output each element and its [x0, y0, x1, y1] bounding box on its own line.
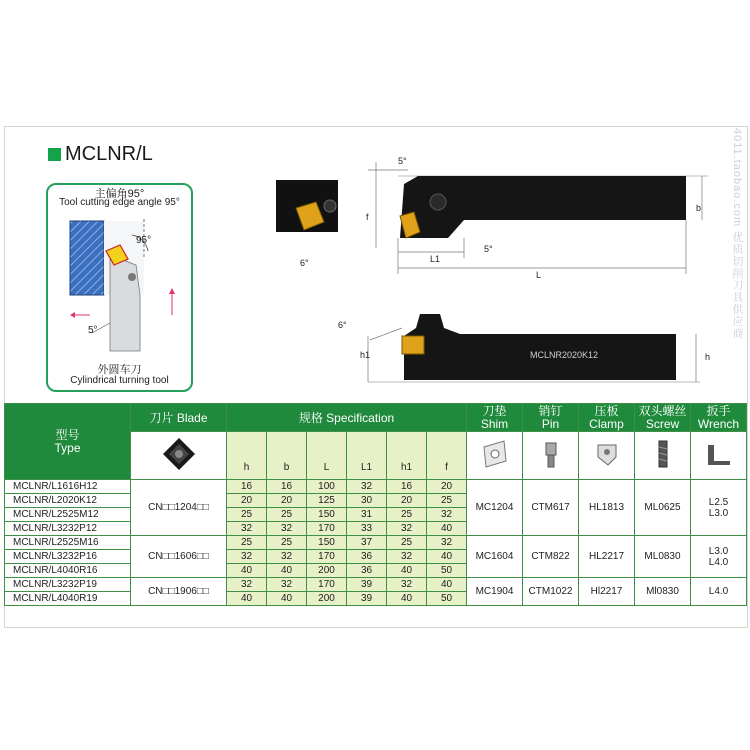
angle-bottom-en: Cylindrical turning tool — [70, 375, 169, 386]
tool-side-view-drawing — [340, 306, 710, 386]
pin-cell: CTM617 — [523, 480, 579, 536]
angle-caption-en: Tool cutting edge angle 95° — [59, 197, 180, 208]
type-cell: MCLNR/L3232P19 — [5, 578, 131, 592]
screw-cell: ML0830 — [635, 536, 691, 578]
spec-col-f: f — [427, 432, 467, 480]
spec-col-b: b — [267, 432, 307, 480]
wrench-cell — [691, 480, 747, 536]
type-cell: MCLNR/L4040R19 — [5, 592, 131, 606]
table-row — [5, 578, 747, 592]
table-row — [5, 536, 747, 550]
shim-cell: MC1604 — [467, 536, 523, 578]
blade-cell: CN□□1906□□ — [131, 578, 227, 606]
angle-bottom-cn: 外圆车刀 — [97, 364, 142, 376]
screw-header-cn: 双头螺丝 — [638, 404, 687, 418]
shank-marking: MCLNR2020K12 — [530, 350, 599, 360]
spec-header: 规格 Specification — [227, 404, 467, 432]
value-cell: 125 — [307, 494, 347, 508]
type-header — [5, 404, 131, 480]
pin-cell: CTM822 — [523, 536, 579, 578]
value-cell: 16 — [267, 480, 307, 494]
wrench-size-1: L4.0 — [708, 586, 729, 597]
table-row — [5, 480, 747, 494]
side-label-h1: h1 — [360, 350, 371, 360]
value-cell: 36 — [347, 550, 387, 564]
value-cell: 32 — [387, 550, 427, 564]
value-cell: 25 — [387, 536, 427, 550]
screw-header — [635, 404, 691, 432]
clamp-header-cn: 压板 — [594, 404, 619, 418]
screw-image-cell — [635, 432, 691, 480]
top-label-f: f — [366, 212, 369, 222]
shim-header-cn: 刀垫 — [482, 404, 507, 418]
spec-col-h1: h1 — [387, 432, 427, 480]
wrench-header-en: Wrench — [697, 417, 740, 431]
side-label-h: h — [705, 352, 711, 362]
side-dim-6: 6° — [338, 320, 347, 330]
value-cell: 170 — [307, 550, 347, 564]
wrench-header — [691, 404, 747, 432]
value-cell: 150 — [307, 508, 347, 522]
value-cell: 40 — [227, 592, 267, 606]
type-cell: MCLNR/L2525M12 — [5, 508, 131, 522]
screw-cell: ML0625 — [635, 480, 691, 536]
shim-cell: MC1904 — [467, 578, 523, 606]
type-cell: MCLNR/L3232P16 — [5, 550, 131, 564]
value-cell: 36 — [347, 564, 387, 578]
wrench-icon — [702, 437, 736, 471]
value-cell: 25 — [267, 508, 307, 522]
title-block — [48, 143, 153, 166]
value-cell: 32 — [387, 522, 427, 536]
blade-cell: CN□□1204□□ — [131, 480, 227, 536]
blade-header: 刀片 Blade — [131, 404, 227, 432]
top-dim-5b: 5° — [484, 244, 493, 254]
value-cell: 40 — [387, 564, 427, 578]
clamp-cell: HL2217 — [579, 536, 635, 578]
blade-image-cell — [131, 432, 227, 480]
spec-col-h: h — [227, 432, 267, 480]
screw-cell: Ml0830 — [635, 578, 691, 606]
top-dim-6: 6° — [300, 258, 309, 268]
value-cell: 40 — [427, 550, 467, 564]
value-cell: 33 — [347, 522, 387, 536]
type-cell: MCLNR/L2525M16 — [5, 536, 131, 550]
page-title: MCLNR/L — [65, 143, 153, 165]
spec-col-L: L — [307, 432, 347, 480]
value-cell: 25 — [267, 536, 307, 550]
wrench-size-2: L4.0 — [708, 556, 729, 568]
value-cell: 20 — [427, 480, 467, 494]
value-cell: 40 — [267, 564, 307, 578]
type-header-cn: 型号 — [55, 428, 80, 442]
screw-icon — [646, 437, 680, 471]
value-cell: 16 — [387, 480, 427, 494]
value-cell: 170 — [307, 578, 347, 592]
value-cell: 37 — [347, 536, 387, 550]
shim-header-en: Shim — [480, 417, 509, 431]
pin-header — [523, 404, 579, 432]
wrench-size-1: L2.5 — [708, 496, 729, 508]
cutting-angle-diagram — [48, 211, 191, 361]
value-cell: 50 — [427, 592, 467, 606]
value-cell: 32 — [267, 550, 307, 564]
value-cell: 200 — [307, 592, 347, 606]
shim-cell: MC1204 — [467, 480, 523, 536]
value-cell: 25 — [227, 536, 267, 550]
pin-header-en: Pin — [541, 417, 560, 431]
value-cell: 39 — [347, 592, 387, 606]
tool-top-view-drawing — [268, 158, 728, 288]
wrench-image-cell — [691, 432, 747, 480]
value-cell: 20 — [227, 494, 267, 508]
wrench-size-2: L3.0 — [708, 507, 729, 519]
value-cell: 170 — [307, 522, 347, 536]
wrench-cell — [691, 536, 747, 578]
value-cell: 200 — [307, 564, 347, 578]
clamp-image-cell — [579, 432, 635, 480]
blade-cell: CN□□1606□□ — [131, 536, 227, 578]
type-cell: MCLNR/L2020K12 — [5, 494, 131, 508]
wrench-size-1: L3.0 — [708, 545, 729, 557]
clamp-icon — [590, 437, 624, 471]
value-cell: 31 — [347, 508, 387, 522]
value-cell: 32 — [427, 536, 467, 550]
value-cell: 25 — [387, 508, 427, 522]
value-cell: 32 — [267, 578, 307, 592]
top-label-L: L — [536, 270, 542, 280]
cutting-angle-box — [46, 183, 193, 392]
shim-image-cell — [467, 432, 523, 480]
value-cell: 40 — [267, 592, 307, 606]
top-label-b: b — [696, 203, 702, 213]
value-cell: 40 — [387, 592, 427, 606]
top-dim-5: 5° — [398, 156, 407, 166]
value-cell: 100 — [307, 480, 347, 494]
value-cell: 25 — [427, 494, 467, 508]
value-cell: 25 — [227, 508, 267, 522]
spec-table — [4, 403, 747, 606]
screw-header-en: Screw — [645, 417, 680, 431]
value-cell: 16 — [227, 480, 267, 494]
value-cell: 32 — [347, 480, 387, 494]
value-cell: 20 — [267, 494, 307, 508]
value-cell: 30 — [347, 494, 387, 508]
clamp-cell: Hl2217 — [579, 578, 635, 606]
pin-header-cn: 销钉 — [538, 404, 563, 418]
shim-header — [467, 404, 523, 432]
pin-image-cell — [523, 432, 579, 480]
pin-icon — [534, 437, 568, 471]
title-square-icon — [48, 148, 61, 161]
value-cell: 50 — [427, 564, 467, 578]
value-cell: 150 — [307, 536, 347, 550]
clamp-header — [579, 404, 635, 432]
value-cell: 40 — [227, 564, 267, 578]
clamp-cell: HL1813 — [579, 480, 635, 536]
wrench-cell — [691, 578, 747, 606]
value-cell: 40 — [427, 522, 467, 536]
type-cell: MCLNR/L3232P12 — [5, 522, 131, 536]
top-label-L1: L1 — [430, 254, 441, 264]
insert-blade-icon — [159, 434, 199, 474]
angle-caption-cn: 主偏角95° — [94, 188, 145, 200]
spec-col-L1: L1 — [347, 432, 387, 480]
type-cell: MCLNR/L4040R16 — [5, 564, 131, 578]
value-cell: 32 — [227, 550, 267, 564]
value-cell: 32 — [427, 508, 467, 522]
wrench-header-cn: 扳手 — [706, 404, 731, 418]
type-cell: MCLNR/L1616H12 — [5, 480, 131, 494]
clamp-header-en: Clamp — [589, 417, 624, 431]
shop-watermark: 4011.taobao.com 优质切削刀具供应商 — [731, 128, 743, 340]
value-cell: 32 — [387, 578, 427, 592]
value-cell: 20 — [387, 494, 427, 508]
value-cell: 40 — [427, 578, 467, 592]
angle-95-label: 95° — [136, 235, 152, 246]
pin-cell: CTM1022 — [523, 578, 579, 606]
value-cell: 39 — [347, 578, 387, 592]
type-header-en: Type — [54, 441, 81, 455]
value-cell: 32 — [227, 578, 267, 592]
shim-icon — [478, 437, 512, 471]
angle-5-label: 5° — [88, 325, 98, 336]
value-cell: 32 — [267, 522, 307, 536]
value-cell: 32 — [227, 522, 267, 536]
